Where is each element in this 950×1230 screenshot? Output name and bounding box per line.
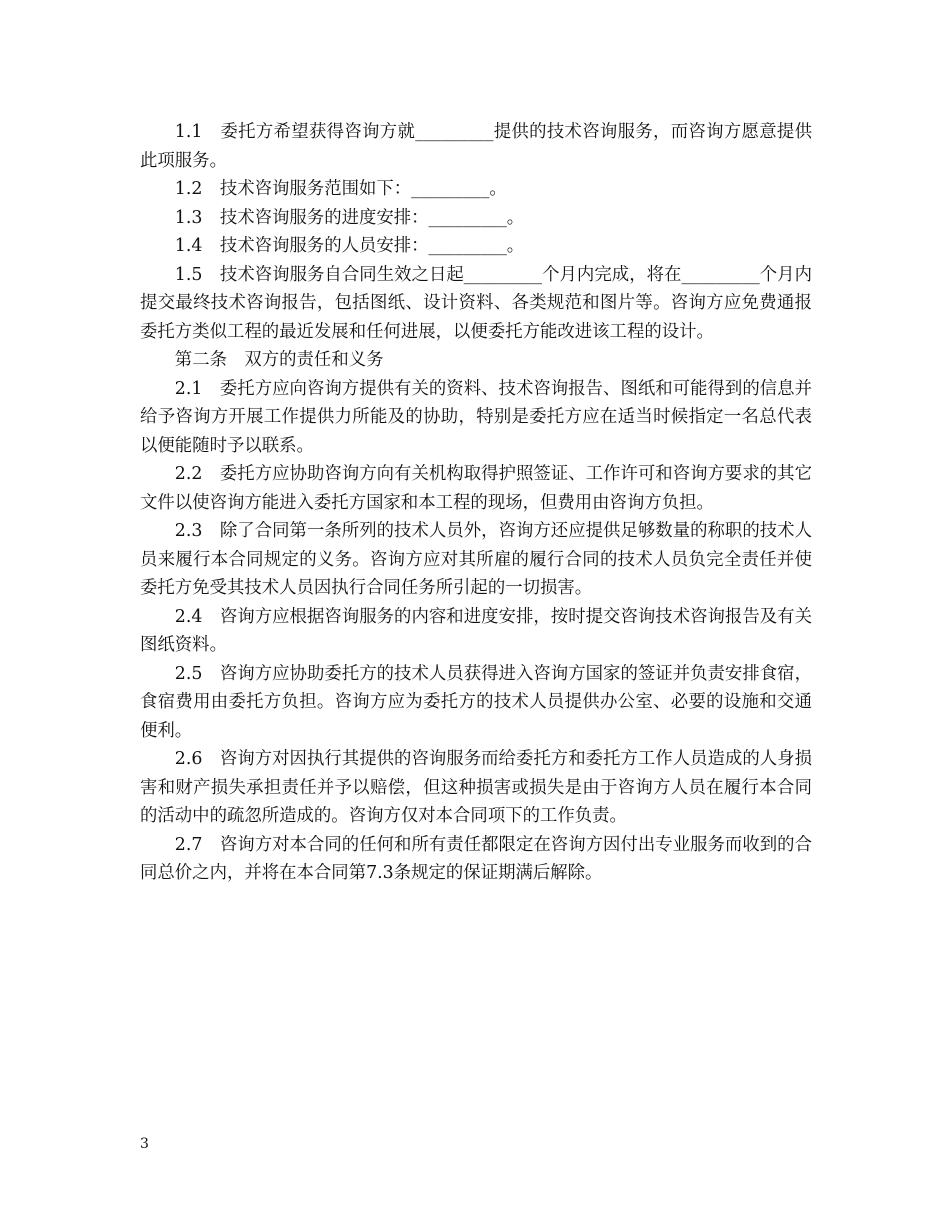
page-number: 3 (140, 1136, 149, 1152)
clause-1-5: 1.5 技术咨询服务自合同生效之日起_________个月内完成，将在_________个月内提交最终技术咨询报告，包括图纸、设计资料、各类规范和图片等。咨询方应免费通报委托方类似工程的最近发展和任何进展，以便委托方能改进该工程的设计。 (140, 264, 812, 342)
clause-2-3: 2.3 除了合同第一条所列的技术人员外，咨询方还应提供足够数量的称职的技术人员来履行本合同规定的义务。咨询方应对其所雇的履行合同的技术人员负完全责任并使委托方免受其技术人员因执行合同任务所引起的一切损害。 (140, 521, 812, 598)
clause-1-1: 1.1 委托方希望获得咨询方就_________提供的技术咨询服务，而咨询方愿意提供此项服务。 (140, 122, 812, 171)
clause-2-5: 2.5 咨询方应协助委托方的技术人员获得进入咨询方国家的签证并负责安排食宿，食宿费用由委托方负担。咨询方应为委托方的技术人员提供办公室、必要的设施和交通便利。 (140, 663, 812, 741)
clause-2-2: 2.2 委托方应协助咨询方向有关机构取得护照签证、工作许可和咨询方要求的其它文件以使咨询方能进入委托方国家和本工程的现场，但费用由咨询方负担。 (140, 464, 812, 513)
clause-1-4: 1.4 技术咨询服务的人员安排：_________。 (174, 236, 525, 256)
article-2-heading: 第二条 双方的责任和义务 (174, 350, 384, 370)
clause-2-1: 2.1 委托方应向咨询方提供有关的资料、技术咨询报告、图纸和可能得到的信息并给予咨询方开展工作提供力所能及的协助，特别是委托方应在适当时候指定一名总代表以便能随时予以联系。 (140, 378, 812, 456)
document-body (140, 118, 812, 888)
clause-2-4: 2.4 咨询方应根据咨询服务的内容和进度安排，按时提交咨询技术咨询报告及有关图纸资料。 (140, 606, 812, 655)
clause-1-3: 1.3 技术咨询服务的进度安排：_________。 (174, 207, 525, 228)
clause-2-7: 2.7 咨询方对本合同的任何和所有责任都限定在咨询方因付出专业服务而收到的合同总价之内，并将在本合同第7.3条规定的保证期满后解除。 (140, 834, 812, 883)
clause-1-2: 1.2 技术咨询服务范围如下：_________。 (174, 179, 507, 199)
clause-2-6: 2.6 咨询方对因执行其提供的咨询服务而给委托方和委托方工作人员造成的人身损害和财产损失承担责任并予以赔偿，但这种损害或损失是由于咨询方人员在履行本合同的活动中的疏忽所造成的。咨询方仅对本合同项下的工作负责。 (140, 749, 812, 826)
